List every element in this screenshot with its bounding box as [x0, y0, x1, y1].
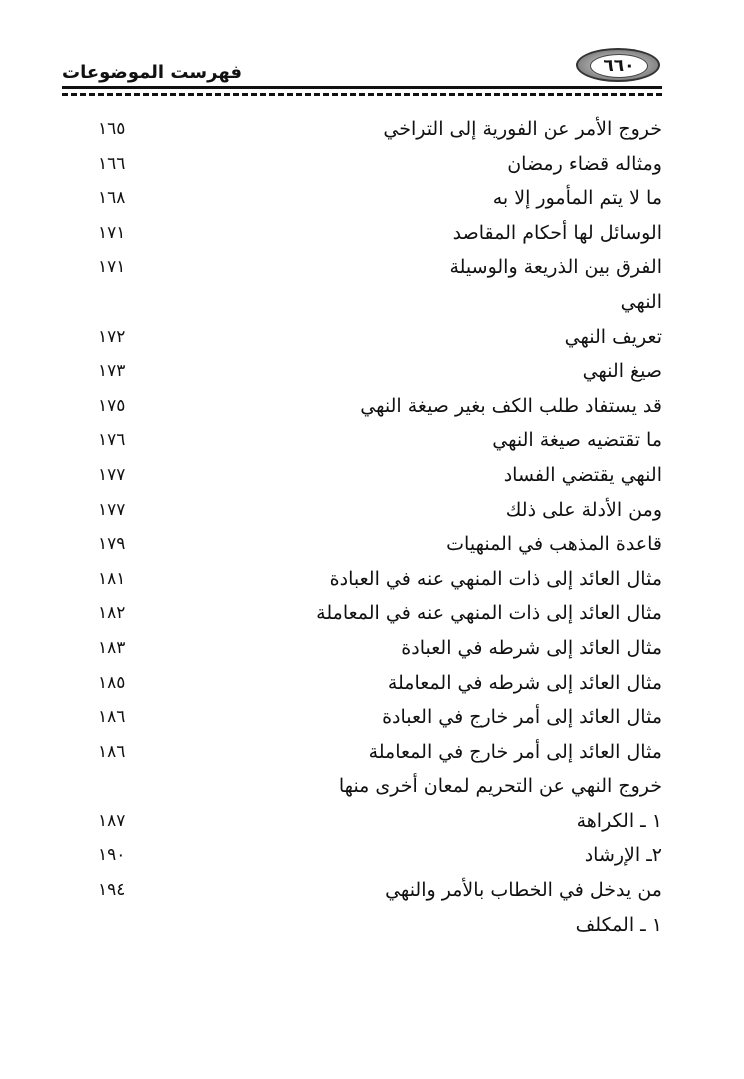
toc-entry	[0, 596, 744, 631]
toc-entry	[0, 769, 744, 804]
toc-entry-page: ١٧٦	[98, 430, 126, 451]
toc-entry-title: قاعدة المذهب في المنهيات	[446, 533, 662, 556]
toc-entry	[0, 908, 744, 943]
toc-entry-title: ٢ـ الإرشاد	[584, 844, 662, 867]
header-title: فهرست الموضوعات	[62, 62, 242, 83]
page-number-badge	[576, 48, 660, 82]
toc-entry-title: تعريف النهي	[564, 325, 662, 348]
toc-entry-title: صيغ النهي	[582, 360, 662, 383]
toc-list	[0, 112, 744, 942]
toc-entry	[0, 285, 744, 320]
toc-entry	[0, 700, 744, 735]
toc-entry	[0, 838, 744, 873]
toc-entry	[0, 147, 744, 182]
toc-entry-page: ١٧٧	[98, 464, 126, 485]
header-rule	[62, 86, 662, 89]
toc-entry-title: النهي	[620, 290, 662, 313]
toc-entry-title: الفرق بين الذريعة والوسيلة	[449, 256, 662, 279]
toc-entry-page: ١٨٣	[98, 637, 126, 658]
toc-entry-title: مثال العائد إلى شرطه في العبادة	[401, 636, 662, 659]
toc-entry	[0, 804, 744, 839]
toc-entry-title: خروج الأمر عن الفورية إلى التراخي	[383, 118, 662, 140]
toc-entry	[0, 458, 744, 493]
toc-entry-page: ١٧٩	[98, 534, 126, 555]
toc-entry-title: الوسائل لها أحكام المقاصد	[452, 221, 662, 244]
page-header	[0, 0, 744, 110]
toc-entry-page: ١٩٠	[98, 845, 126, 866]
toc-entry	[0, 562, 744, 597]
toc-entry-title: مثال العائد إلى أمر خارج في المعاملة	[368, 740, 662, 763]
toc-entry-page: ١٨٥	[98, 672, 126, 693]
toc-entry-title: مثال العائد إلى أمر خارج في العبادة	[382, 706, 662, 729]
toc-entry	[0, 181, 744, 216]
toc-entry	[0, 216, 744, 251]
toc-entry-title: ومن الأدلة على ذلك	[505, 498, 662, 521]
toc-entry-page: ١٧١	[98, 222, 126, 243]
toc-entry-page: ١٨٧	[98, 810, 126, 831]
toc-entry-page: ١٨٢	[98, 603, 126, 624]
toc-entry-page: ١٧٥	[98, 395, 126, 416]
toc-entry	[0, 631, 744, 666]
toc-entry	[0, 112, 744, 147]
toc-entry	[0, 873, 744, 908]
toc-entry	[0, 735, 744, 770]
toc-entry	[0, 423, 744, 458]
toc-entry-title: خروج النهي عن التحريم لمعان أخرى منها	[338, 775, 662, 798]
toc-entry	[0, 389, 744, 424]
header-dashed-rule	[62, 93, 662, 96]
toc-entry-title: ١ ـ المكلف	[575, 913, 662, 936]
toc-entry-title: مثال العائد إلى ذات المنهي عنه في المعاملة	[316, 602, 662, 625]
toc-entry	[0, 320, 744, 355]
toc-entry	[0, 527, 744, 562]
toc-entry	[0, 354, 744, 389]
toc-entry-title: من يدخل في الخطاب بالأمر والنهي	[385, 879, 662, 902]
toc-entry-title: ومثاله قضاء رمضان	[507, 152, 662, 175]
toc-entry-page: ١٨٦	[98, 741, 126, 762]
toc-entry	[0, 250, 744, 285]
page-number: ٦٦٠	[590, 54, 648, 78]
toc-entry-title: ١ ـ الكراهة	[576, 809, 662, 832]
toc-entry-page: ١٦٦	[98, 153, 126, 174]
toc-entry-page: ١٧٧	[98, 499, 126, 520]
toc-entry-page: ١٦٨	[98, 188, 126, 209]
toc-entry-page: ١٨٦	[98, 707, 126, 728]
toc-entry-page: ١٧٢	[98, 326, 126, 347]
toc-entry-page: ١٧٣	[98, 361, 126, 382]
toc-entry-title: قد يستفاد طلب الكف بغير صيغة النهي	[360, 394, 662, 417]
toc-entry-title: مثال العائد إلى شرطه في المعاملة	[387, 671, 662, 694]
toc-entry-page: ١٦٥	[98, 119, 126, 139]
toc-entry-title: ما تقتضيه صيغة النهي	[492, 429, 662, 452]
toc-entry-title: النهي يقتضي الفساد	[503, 463, 662, 486]
toc-entry-page: ١٨١	[98, 568, 126, 589]
toc-entry-title: مثال العائد إلى ذات المنهي عنه في العبادة	[329, 567, 662, 590]
toc-entry	[0, 666, 744, 701]
toc-entry-title: ما لا يتم المأمور إلا به	[492, 187, 662, 210]
toc-entry	[0, 493, 744, 528]
toc-entry-page: ١٩٤	[98, 880, 126, 901]
toc-entry-page: ١٧١	[98, 257, 126, 278]
